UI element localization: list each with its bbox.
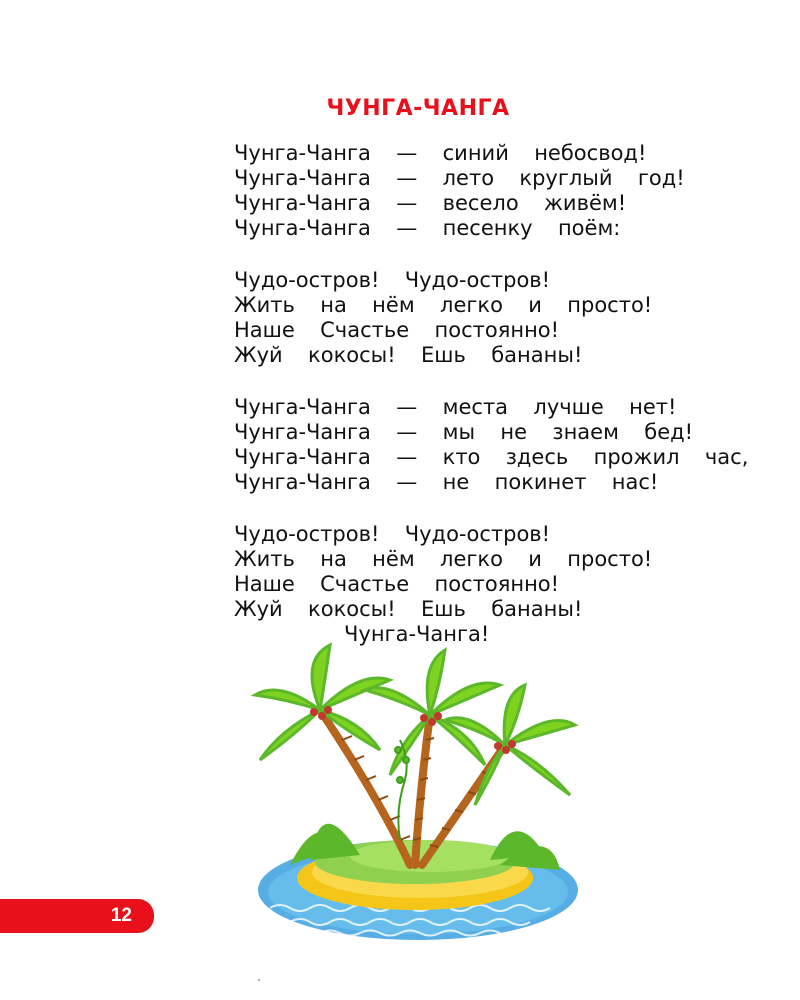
poem-line: Чунга-Чанга — мы не знаем бед! bbox=[234, 420, 694, 444]
poem bbox=[234, 141, 754, 647]
palm-island-illustration bbox=[250, 640, 590, 950]
poem-line: Чунга-Чанга — синий небосвод! bbox=[234, 141, 647, 165]
stanza-3 bbox=[234, 395, 754, 495]
poem-line: Чунга-Чанга — места лучше нет! bbox=[234, 395, 677, 419]
coconut bbox=[494, 742, 502, 750]
page-title: ЧУНГА-ЧАНГА bbox=[326, 96, 510, 121]
page-number: 12 bbox=[110, 905, 132, 926]
stanza-4 bbox=[234, 522, 754, 622]
poem-line: Наше Счастье постоянно! bbox=[234, 318, 560, 342]
stanza-2 bbox=[234, 268, 754, 368]
poem-line: Чунга-Чанга — кто здесь прожил час, bbox=[234, 445, 749, 469]
poem-line: Жить на нём легко и просто! bbox=[234, 293, 653, 317]
palm-leaves bbox=[365, 688, 430, 715]
poem-line: Наше Счастье постоянно! bbox=[234, 572, 560, 596]
poem-line: Чудо-остров! Чудо-остров! bbox=[234, 522, 551, 546]
coconut bbox=[420, 714, 428, 722]
print-mark bbox=[258, 979, 260, 981]
coconut bbox=[310, 708, 318, 716]
poem-line: Жить на нём легко и просто! bbox=[234, 547, 653, 571]
poem-line: Чунга-Чанга — песенку поём: bbox=[234, 216, 621, 240]
poem-line: Чудо-остров! Чудо-остров! bbox=[234, 268, 551, 292]
poem-closing-line: Чунга-Чанга! bbox=[344, 622, 490, 646]
palm-leaves bbox=[255, 690, 320, 710]
poem-line: Чунга-Чанга — не покинет нас! bbox=[234, 470, 659, 494]
poem-line: Жуй кокосы! Ешь бананы! bbox=[234, 597, 583, 621]
poem-line: Жуй кокосы! Ешь бананы! bbox=[234, 343, 583, 367]
page-number-tab bbox=[0, 899, 154, 933]
stanza-1 bbox=[234, 141, 754, 241]
poem-line: Чунга-Чанга — весело живём! bbox=[234, 191, 627, 215]
poem-line: Чунга-Чанга — лето круглый год! bbox=[234, 166, 685, 190]
